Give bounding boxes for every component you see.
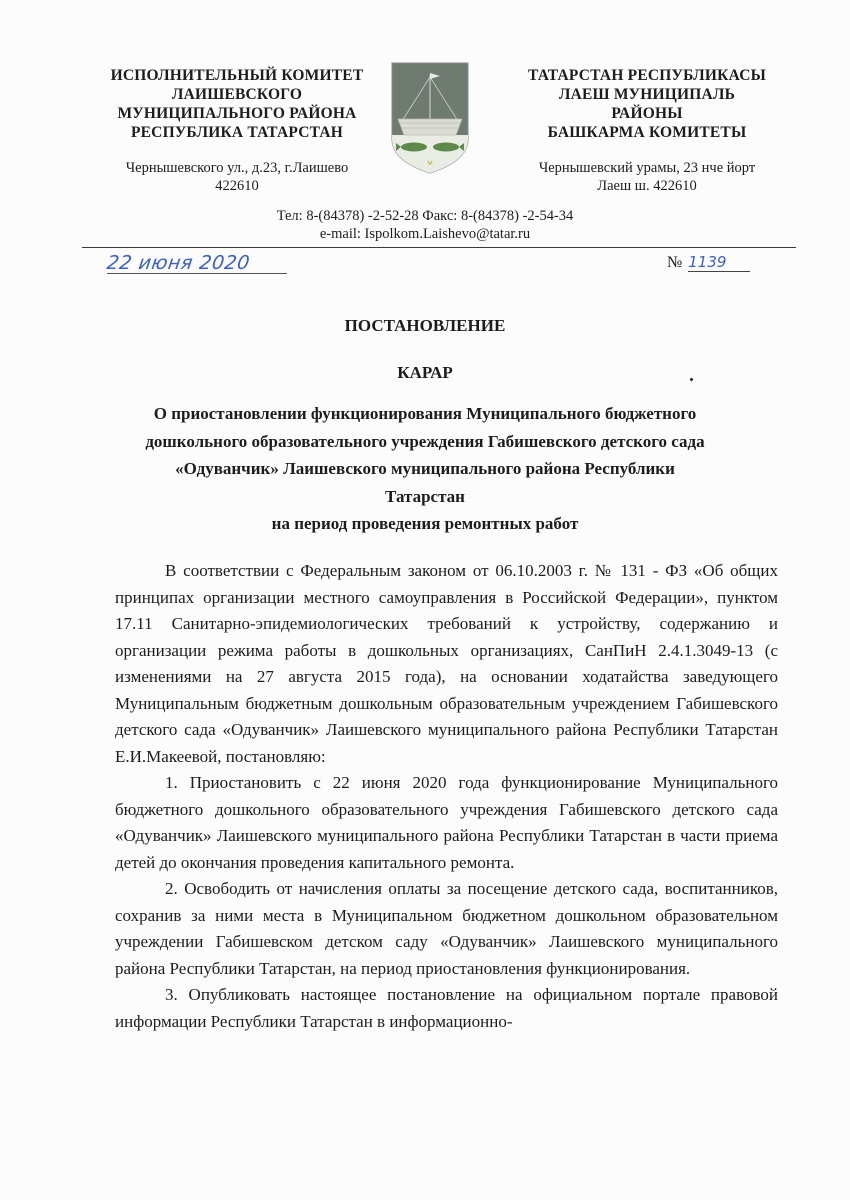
coat-of-arms-icon <box>390 61 470 175</box>
paragraph-item-1: 1. Приостановить с 22 июня 2020 года функционирование Муниципального бюджетного дошкольного образовательного учреждения Габишевского детского сада «Одуванчик» Лаишевского муниципального района Республики Татарстан в части приема детей до окончания проведения капитального ремонта. <box>115 773 778 872</box>
org-line: РЕСПУБЛИКА ТАТАРСТАН <box>130 124 344 141</box>
address-line: Чернышевского ул., д.23, г.Лаишево <box>125 160 349 176</box>
address-line: Чернышевский урамы, 23 нче йорт <box>538 160 756 176</box>
doc-type-ru: ПОСТАНОВЛЕНИЕ <box>344 316 506 335</box>
paragraph-item-2: 2. Освободить от начисления оплаты за посещение детского сада, воспитанников, сохранив за ними места в Муниципальном бюджетном дошкольном образовательном учреждении Габишевском детском саду «Одуванчик» Лаишевского муниципального района Республики Татарстан, на период приостановления функционирования. <box>115 879 778 978</box>
handwritten-number: 1139 <box>688 253 750 272</box>
address-line: 422610 <box>215 178 259 194</box>
subject-line: О приостановлении функционирования Муниципального бюджетного <box>153 404 697 423</box>
number-label: № <box>667 254 683 271</box>
org-line: ЛАИШЕВСКОГО <box>171 86 303 103</box>
email: e-mail: Ispolkom.Laishevo@tatar.ru <box>319 226 531 242</box>
paragraph-preamble: В соответствии с Федеральным законом от 06.10.2003 г. № 131 - ФЗ «Об общих принципах организации местного самоуправления в Российской Федерации», пунктом 17.11 Санитарно-эпидемиологических требований к устройству, содержанию и организации режима работы в дошкольных организациях, СанПиН 2.4.1.3049-13 (с изменениями на 27 августа 2015 года), на основании ходатайства заведующего Муниципальным бюджетным дошкольным образовательным учреждением Габишевского детского сада «Одуванчик» Лаишевского муниципального района Республики Татарстан Е.И.Макеевой, постановляю: <box>115 561 778 766</box>
address-line: Лаеш ш. 422610 <box>597 178 697 194</box>
document-body <box>115 558 778 1035</box>
phone-fax: Тел: 8-(84378) -2-52-28 Факс: 8-(84378) -2-54-34 <box>276 208 574 224</box>
doc-type-tt: КАРАР <box>397 363 453 382</box>
header-divider <box>82 247 796 248</box>
document-subject <box>100 400 750 538</box>
contacts <box>0 207 850 243</box>
paragraph-item-3: 3. Опубликовать настоящее постановление на официальном портале правовой информации Республики Татарстан в информационно- <box>115 985 778 1031</box>
subject-line: Татарстан <box>385 486 465 506</box>
org-line: МУНИЦИПАЛЬНОГО РАЙОНА <box>117 105 357 122</box>
header-right-block <box>502 66 792 195</box>
org-line: ИСПОЛНИТЕЛЬНЫЙ КОМИТЕТ <box>110 67 364 84</box>
org-line: РАЙОНЫ <box>611 105 683 122</box>
org-name-tt <box>502 66 792 142</box>
subject-line: на период проведения ремонтных работ <box>271 514 579 533</box>
handwritten-date: 22 июня 2020 <box>105 252 252 274</box>
address-tt <box>502 159 792 195</box>
org-name-ru <box>92 66 382 142</box>
address-ru <box>92 159 382 195</box>
header-left-block <box>92 66 382 195</box>
date-underline <box>107 273 287 274</box>
subject-line: дошкольного образовательного учреждения Габишевского детского сада <box>145 431 705 451</box>
org-line: ТАТАРСТАН РЕСПУБЛИКАСЫ <box>527 67 767 84</box>
document-number <box>667 253 750 272</box>
org-line: ЛАЕШ МУНИЦИПАЛЬ <box>558 86 736 103</box>
subject-line: «Одуванчик» Лаишевского муниципального района Республики <box>175 459 675 478</box>
org-line: БАШКАРМА КОМИТЕТЫ <box>547 124 747 141</box>
